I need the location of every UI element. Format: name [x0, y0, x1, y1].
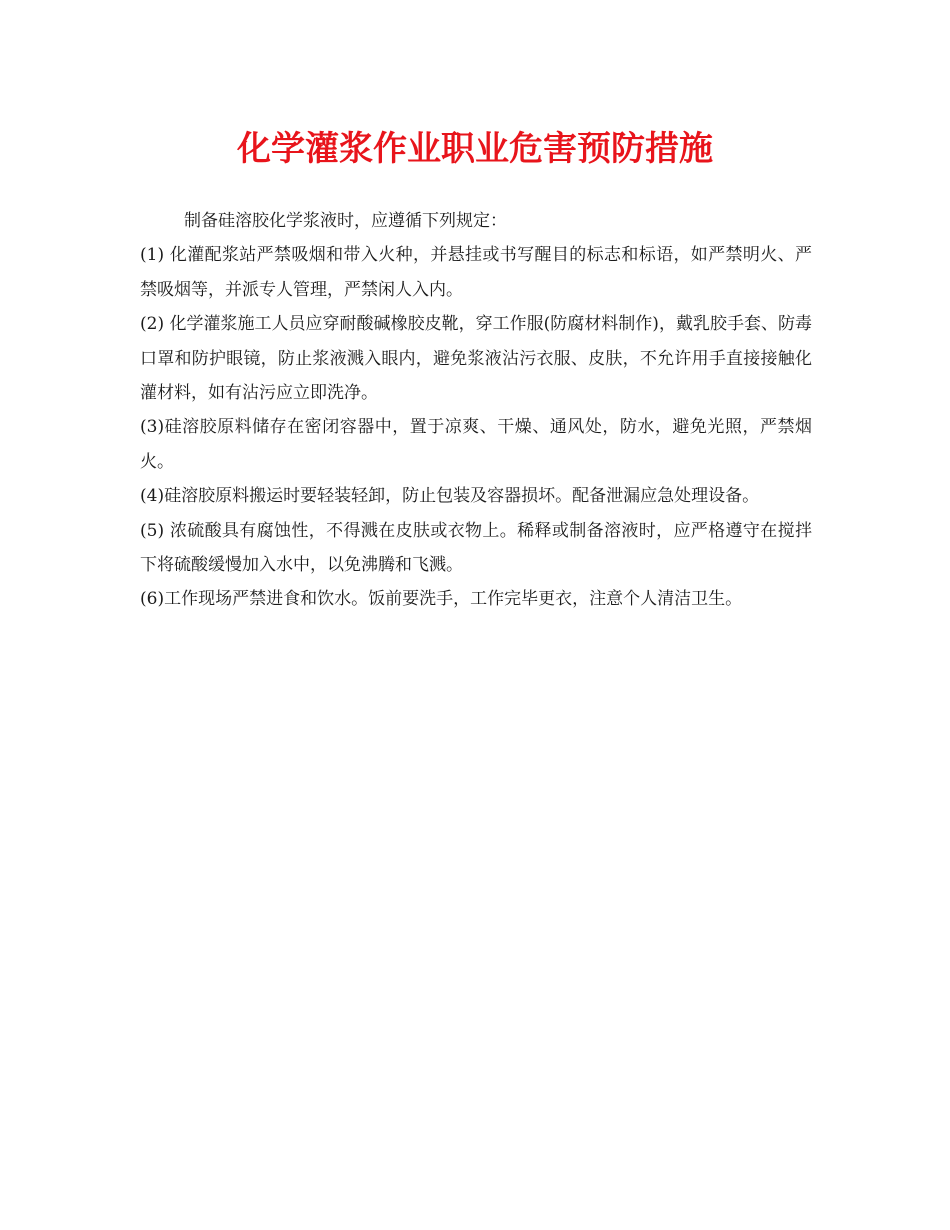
rule-item-2: (2) 化学灌浆施工人员应穿耐酸碱橡胶皮靴，穿工作服(防腐材料制作)，戴乳胶手套、防毒口罩和防护眼镜，防止浆液溅入眼内，避免浆液沾污衣服、皮肤，不允许用手直接接触化灌材料，如有沾污应立即洗净。 — [140, 314, 812, 404]
intro-paragraph: 制备硅溶胶化学浆液时，应遵循下列规定： — [184, 211, 507, 231]
rule-item-5: (5) 浓硫酸具有腐蚀性，不得溅在皮肤或衣物上。稀释或制备溶液时，应严格遵守在搅拌下将硫酸缓慢加入水中，以免沸腾和飞溅。 — [140, 520, 812, 576]
rule-item-4: (4)硅溶胶原料搬运时要轻装轻卸，防止包装及容器损坏。配备泄漏应急处理设备。 — [140, 486, 760, 507]
rule-item-6: (6)工作现场严禁进食和饮水。饭前要洗手，工作完毕更衣，注意个人清洁卫生。 — [140, 589, 743, 610]
rule-item-1: (1) 化灌配浆站严禁吸烟和带入火种，并悬挂或书写醒目的标志和标语，如严禁明火、严禁吸烟等，并派专人管理，严禁闲人入内。 — [140, 245, 812, 300]
document-title: 化学灌浆作业职业危害预防措施 — [237, 129, 713, 169]
document-body — [140, 204, 812, 617]
rule-item-3: (3)硅溶胶原料储存在密闭容器中，置于凉爽、干燥、通风处，防水，避免光照，严禁烟火。 — [140, 417, 812, 472]
